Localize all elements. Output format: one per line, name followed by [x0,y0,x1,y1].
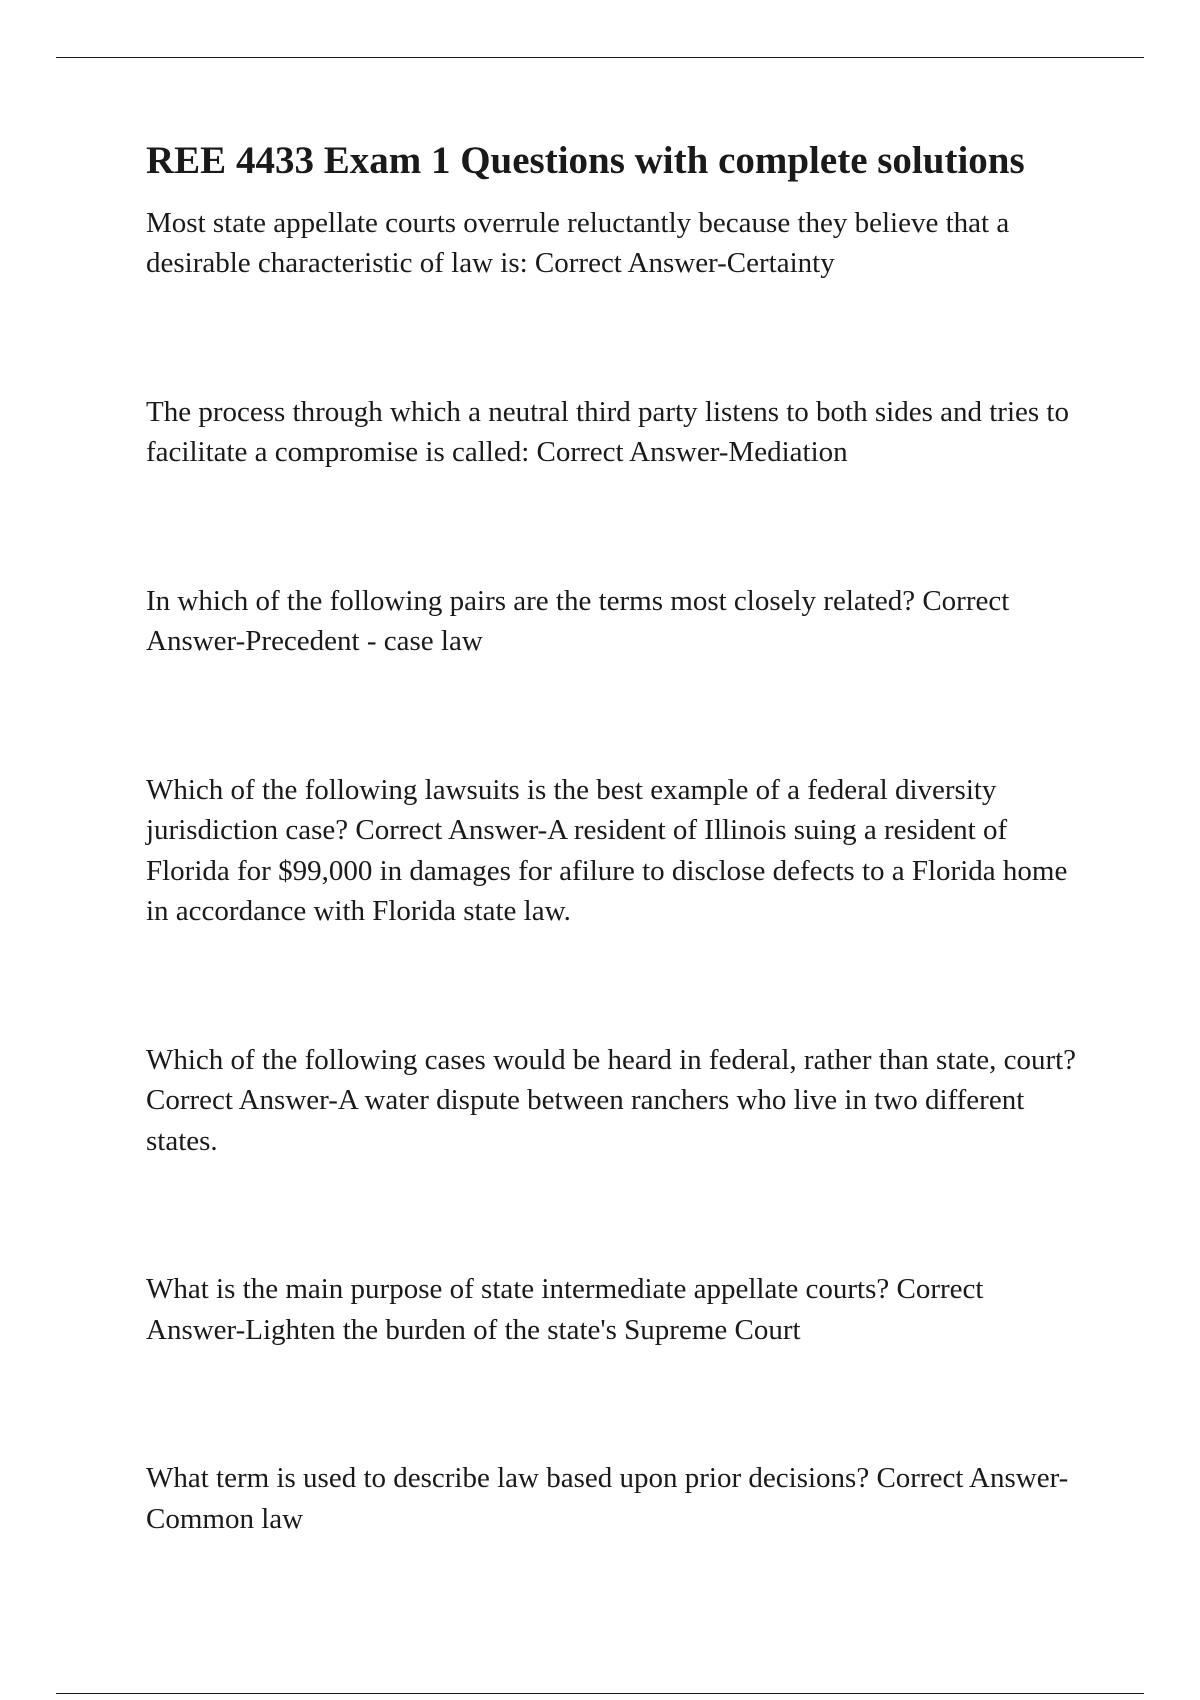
qa-item-5: Which of the following cases would be heard in federal, rather than state, court? Correct Answer-A water dispute between ranchers who live in two different states. [146,1043,1077,1157]
document-title: REE 4433 Exam 1 Questions with complete solutions [146,139,1025,182]
document-body [146,138,1086,1647]
qa-item-6: What is the main purpose of state intermediate appellate courts? Correct Answer-Lighten the burden of the state's Supreme Court [146,1273,984,1346]
qa-item-4: Which of the following lawsuits is the best example of a federal diversity jurisdiction case? Correct Answer-A resident of Illinois suing a resident of Florida for $99,000 in damages for afilure to disclose defects to a Florida home in accordance with Florida state law. [146,773,1068,928]
bottom-rule [56,1693,1144,1694]
qa-item-1: Most state appellate courts overrule reluctantly because they believe that a desirable characteristic of law is: Correct Answer-Certainty [146,206,1010,280]
qa-item-2: The process through which a neutral third party listens to both sides and tries to facilitate a compromise is called: Correct Answer-Mediation [146,395,1069,469]
qa-item-7: What term is used to describe law based upon prior decisions? Correct Answer-Common law [146,1462,1069,1535]
qa-item-3: In which of the following pairs are the terms most closely related? Correct Answer-Precedent - case law [146,584,1010,658]
top-rule [56,57,1144,58]
